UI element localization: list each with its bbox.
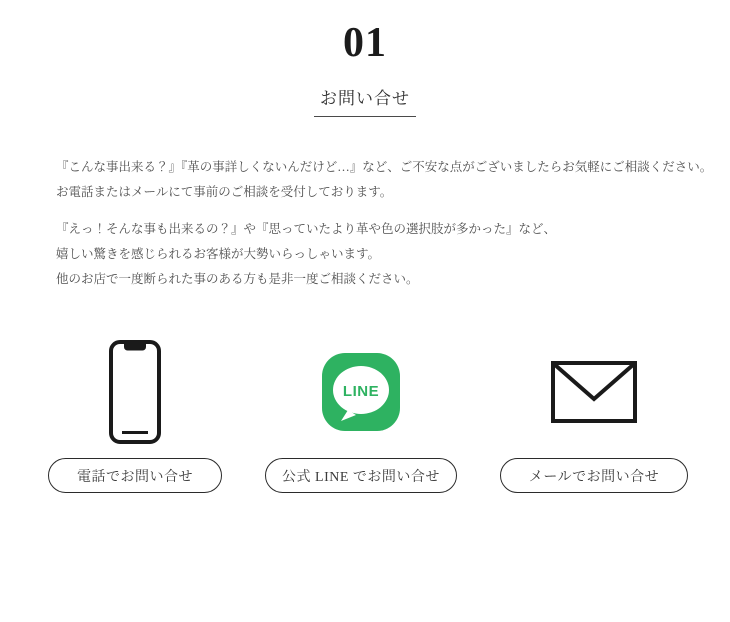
smartphone-icon	[109, 336, 161, 448]
phone-contact-button[interactable]: 電話でお問い合せ	[48, 458, 222, 493]
contact-section	[0, 22, 730, 622]
phone-contact-column	[48, 336, 222, 493]
intro-paragraph-2	[56, 217, 730, 292]
contact-options-row	[0, 336, 730, 493]
intro-p1-line1: 『こんな事出来る？』『革の事詳しくないんだけど…』など、ご不安な点がございましたらお気軽にご相談ください。	[56, 160, 713, 174]
intro-p2-line1: 『えっ！そんな事も出来るの？』や『思っていたより革や色の選択肢が多かった』など、	[56, 222, 557, 236]
section-title-wrap	[0, 84, 730, 117]
mail-contact-column	[500, 336, 688, 493]
intro-p1-line2: お電話またはメールにて事前のご相談を受付しております。	[56, 185, 393, 199]
mail-contact-button[interactable]: メールでお問い合せ	[500, 458, 688, 493]
section-title: お問い合せ	[314, 84, 416, 117]
line-contact-button[interactable]: 公式 LINE でお問い合せ	[265, 458, 457, 493]
intro-paragraph-1	[56, 155, 730, 205]
line-logo-text: LINE	[342, 383, 380, 400]
intro-p2-line3: 他のお店で一度断られた事のある方も是非一度ご相談ください。	[56, 272, 419, 286]
line-app-icon	[322, 336, 400, 448]
intro-p2-line2: 嬉しい驚きを感じられるお客様が大勢いらっしゃいます。	[56, 247, 381, 261]
envelope-icon	[551, 336, 637, 448]
section-number: 01	[343, 20, 387, 66]
intro-text	[56, 155, 730, 292]
line-contact-column	[265, 336, 457, 493]
